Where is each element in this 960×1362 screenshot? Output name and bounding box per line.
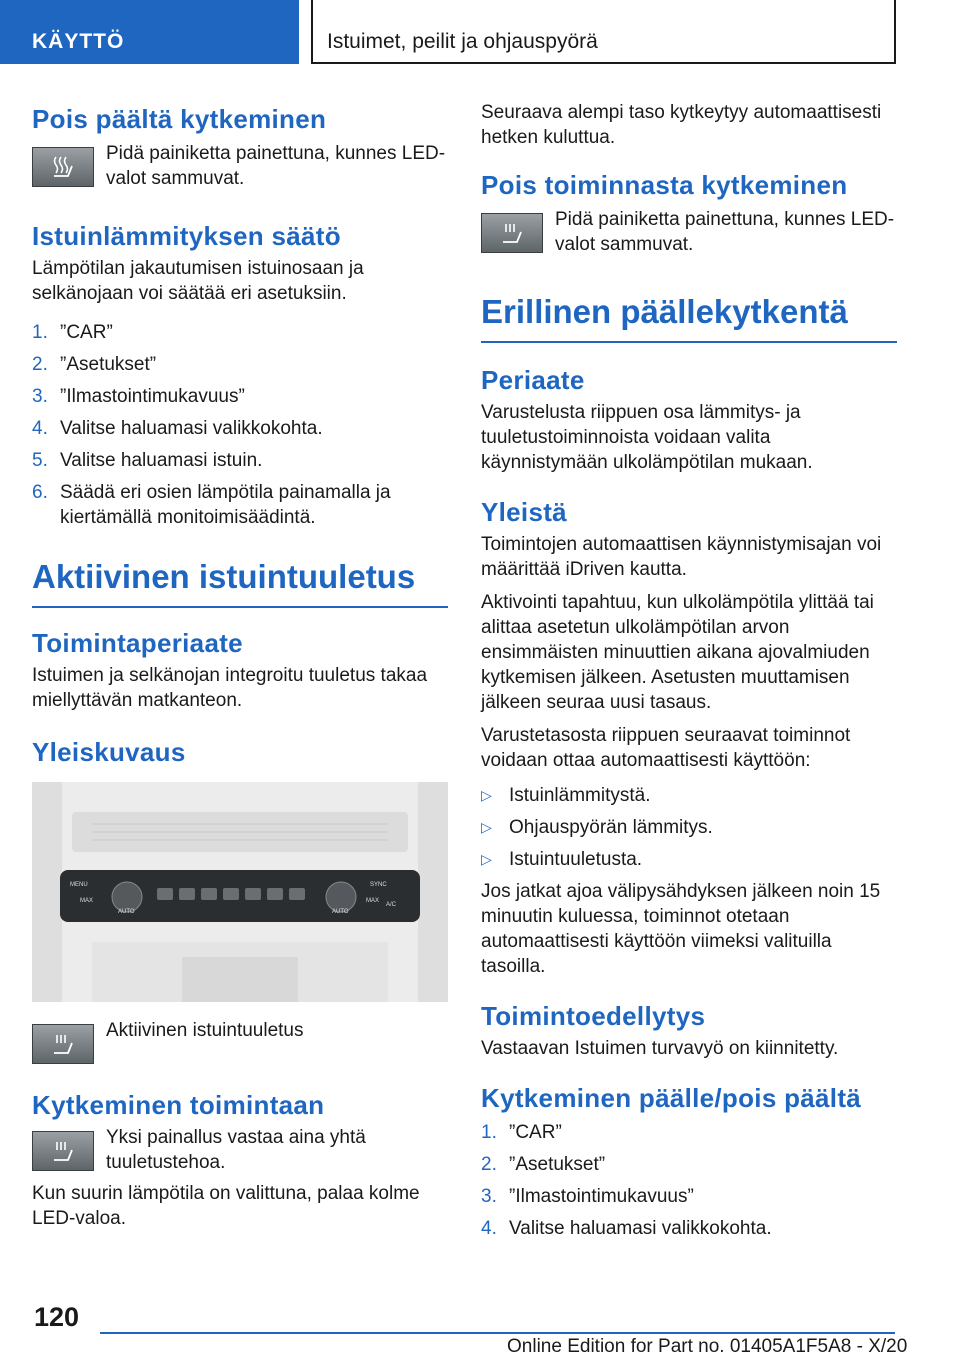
triangle-bullet-icon: ▷ <box>481 787 492 803</box>
off-text: Pidä painiketta painettuna, kunnes LED-valot sammuvat. <box>106 143 446 189</box>
off-function-instruction <box>481 207 897 257</box>
list-item: 4. Valitse haluamasi valikkokohta. <box>481 1218 772 1239</box>
heat-text: Lämpötilan jakautumisen istuinosaan ja selkänojaan voi säätää eri asetuksiin. <box>32 258 364 304</box>
panel-label: AUTO <box>118 909 135 915</box>
off-instruction <box>32 141 448 191</box>
list-item: 1. ”CAR” <box>32 322 113 343</box>
triangle-bullet-icon: ▷ <box>481 851 492 867</box>
triangle-bullet-icon: ▷ <box>481 819 492 835</box>
climate-panel-photo <box>32 782 448 1002</box>
on-text: Yksi painallus vastaa aina yhtä tuuletustehoa. <box>106 1127 366 1173</box>
switch-steps <box>481 1120 897 1241</box>
heading-requirement: Toimintoedellytys <box>481 1001 706 1031</box>
principle-text: Istuimen ja selkänojan integroitu tuuletus takaa miellyttävän matkanteon. <box>32 665 428 711</box>
requirement-text: Vastaavan Istuimen turvavyö on kiinnitetty. <box>481 1038 839 1059</box>
periaate-text: Varustelusta riippuen osa lämmitys- ja tuuletustoiminnoista voidaan valita käynnistymään ulkolämpötilan mukaan. <box>481 402 813 473</box>
general-p4: Jos jatkat ajoa välipysähdyksen jälkeen noin 15 minuutin kuluessa, toiminnot otetaan automaattisesti käyttöön viimeksi valituilla tasoilla. <box>481 881 881 977</box>
list-item: ▷ Istuintuuletusta. <box>481 849 643 870</box>
seat-vent-icon <box>481 213 543 253</box>
panel-label: MENU <box>70 882 88 888</box>
section-title-vent: Aktiivinen istuintuuletus <box>32 558 448 608</box>
seat-vent-icon <box>32 1131 94 1171</box>
list-item: 2. ”Asetukset” <box>481 1154 606 1175</box>
panel-label: A/C <box>386 902 397 908</box>
intro-text: Seuraava alempi taso kytkeytyy automaattisesti hetken kuluttua. <box>481 102 882 148</box>
left-column <box>32 100 448 1231</box>
list-item: 4. Valitse haluamasi valikkokohta. <box>32 418 323 439</box>
vent-icon-row <box>32 1018 448 1064</box>
page-number: 120 <box>34 1302 80 1332</box>
heading-switch: Kytkeminen päälle/pois päältä <box>481 1083 862 1113</box>
auto-function-list <box>481 783 897 872</box>
heat-steps <box>32 320 448 530</box>
section-title-auto: Erillinen päällekytkentä <box>481 293 897 343</box>
heading-periaate: Periaate <box>481 365 585 395</box>
general-p1: Toimintojen automaattisen käynnistymisajan voi määrittää iDriven kautta. <box>481 534 882 580</box>
on-instruction <box>32 1125 448 1175</box>
panel-label: SYNC <box>370 882 387 888</box>
panel-label: MAX <box>80 898 94 904</box>
footer-divider <box>100 1332 895 1334</box>
heading-overview: Yleiskuvaus <box>32 737 186 767</box>
on-text-2: Kun suurin lämpötila on valittuna, palaa kolme LED-valoa. <box>32 1183 420 1229</box>
heading-general: Yleistä <box>481 497 567 527</box>
list-item: 1. ”CAR” <box>481 1122 562 1143</box>
off-function-text: Pidä painiketta painettuna, kunnes LED-valot sammuvat. <box>555 209 895 255</box>
seat-vent-icon <box>32 1024 94 1064</box>
heading-principle: Toimintaperiaate <box>32 628 243 658</box>
seat-heat-icon <box>32 147 94 187</box>
panel-label: AUTO <box>332 909 349 915</box>
list-item: ▷ Istuinlämmitystä. <box>481 785 651 806</box>
section-tab: KÄYTTÖ <box>0 0 299 64</box>
heading-off: Pois päältä kytkeminen <box>32 104 327 134</box>
heading-heat: Istuinlämmityksen säätö <box>32 221 341 251</box>
general-p2: Aktivointi tapahtuu, kun ulkolämpötila ylittää tai alittaa asetetun ulkolämpötilan arvon ensimmäisten minuuttien aikana ajovalmiuden kytkemisen jälkeen. Asetusten muuttamisen jälkeen seuraa uusi tasaus. <box>481 592 874 713</box>
edition-text: Online Edition for Part no. 01405A1F5A8 - X/20 <box>507 1336 908 1357</box>
heading-off-function: Pois toiminnasta kytkeminen <box>481 170 848 200</box>
right-column <box>481 100 897 1248</box>
list-item: 3. ”Ilmastointimukavuus” <box>481 1186 694 1207</box>
list-item: 3. ”Ilmastointimukavuus” <box>32 386 245 407</box>
list-item: 5. Valitse haluamasi istuin. <box>32 450 263 471</box>
list-item: 2. ”Asetukset” <box>32 354 157 375</box>
vent-icon-caption: Aktiivinen istuintuuletus <box>106 1020 304 1041</box>
general-p3: Varustetasosta riippuen seuraavat toiminnot voidaan ottaa automaattisesti käyttöön: <box>481 725 851 771</box>
chapter-title: Istuimet, peilit ja ohjauspyörä <box>311 0 896 64</box>
list-item: ▷ Ohjauspyörän lämmitys. <box>481 817 713 838</box>
heading-switch-on: Kytkeminen toimintaan <box>32 1090 325 1120</box>
list-item: 6. Säädä eri osien lämpötila painamalla ja kiertämällä monitoimisäädintä. <box>32 482 391 528</box>
panel-label: MAX <box>366 898 380 904</box>
